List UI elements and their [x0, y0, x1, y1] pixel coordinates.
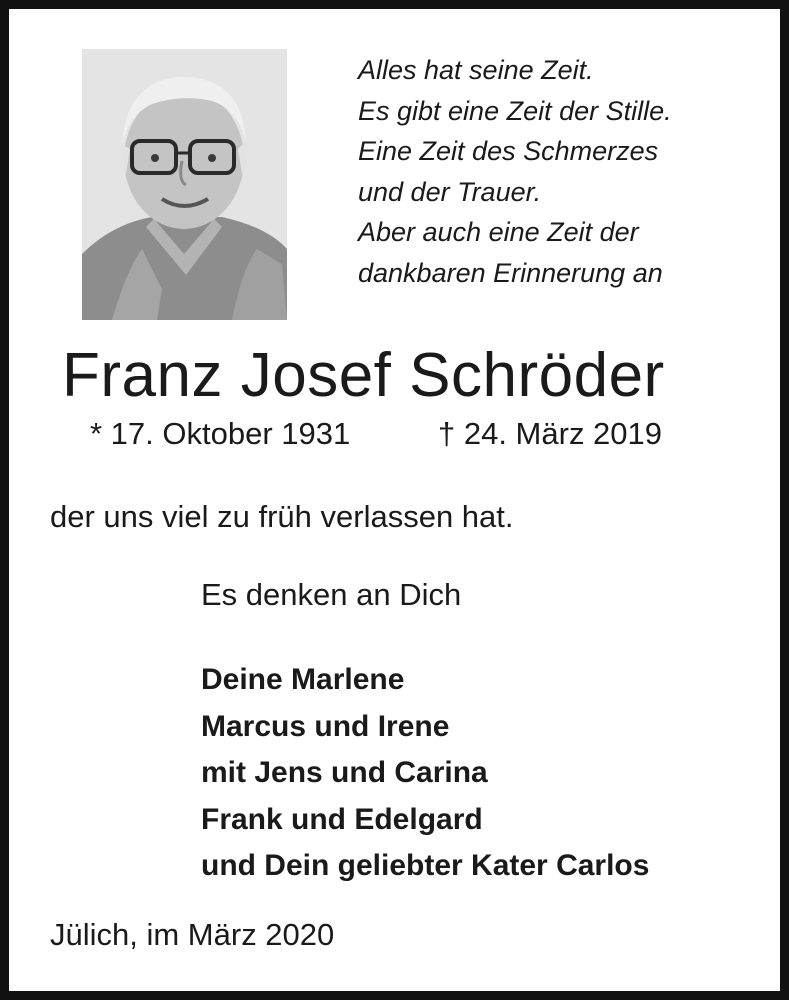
deceased-name: Franz Josef Schröder	[62, 341, 665, 410]
mourners-list	[201, 657, 649, 890]
birth-date: * 17. Oktober 1931	[90, 416, 351, 451]
poem-line: und der Trauer.	[358, 176, 542, 207]
mourner-line: Deine Marlene	[201, 663, 405, 696]
portrait-icon	[82, 49, 287, 320]
mourner-line: und Dein geliebter Kater Carlos	[201, 849, 650, 882]
place-and-date: Jülich, im März 2020	[50, 917, 335, 952]
poem-line: Alles hat seine Zeit.	[358, 55, 594, 85]
mourner-line: Frank und Edelgard	[201, 802, 483, 836]
poem-line: Eine Zeit des Schmerzes	[358, 136, 659, 166]
death-date: † 24. März 2019	[438, 416, 663, 451]
mourner-line: Marcus und Irene	[201, 709, 450, 743]
mourner-line: mit Jens und Carina	[201, 756, 488, 789]
poem-line: Aber auch eine Zeit der	[358, 217, 639, 247]
poem-line: dankbaren Erinnerung an	[358, 257, 663, 288]
portrait-photo	[82, 49, 287, 320]
memorial-line: der uns viel zu früh verlassen hat.	[50, 499, 514, 534]
mourners-intro: Es denken an Dich	[201, 577, 462, 612]
poem-line: Es gibt eine Zeit der Stille.	[358, 95, 672, 126]
poem	[358, 50, 672, 293]
